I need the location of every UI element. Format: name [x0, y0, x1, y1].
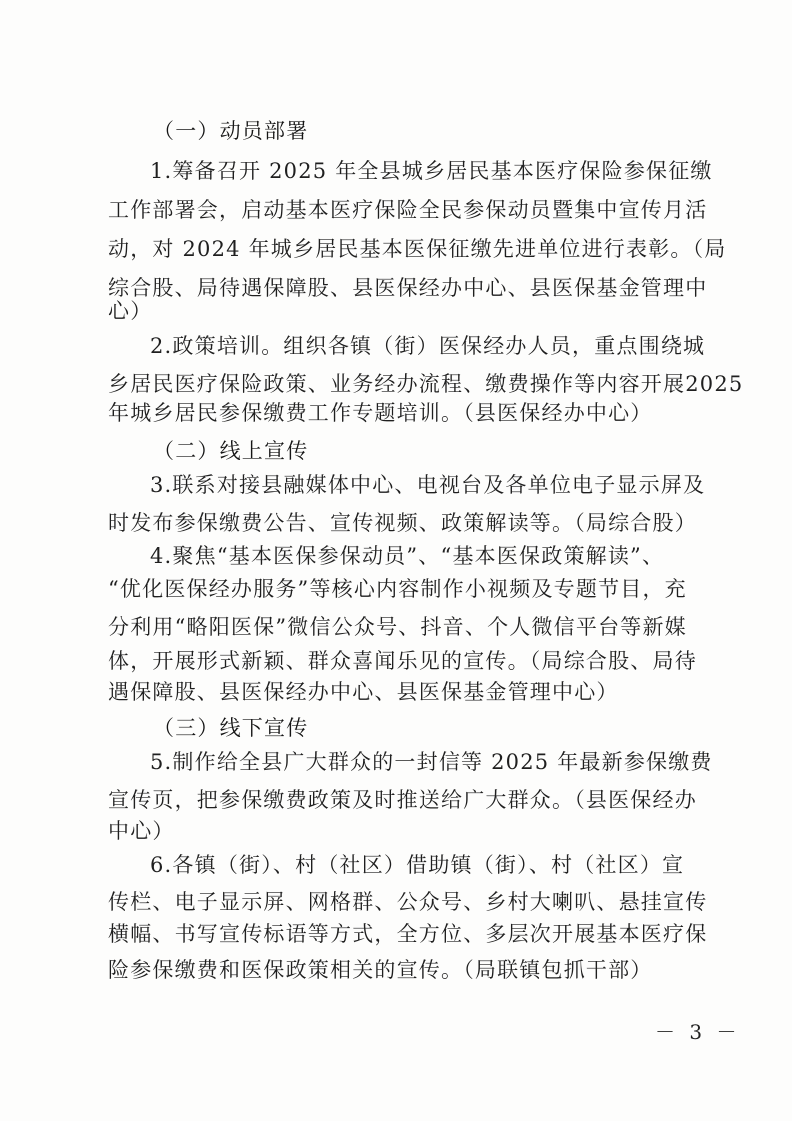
item-4-line-3: 分利用“略阳医保”微信公众号、抖音、个人微信平台等新媒: [108, 615, 687, 639]
item-4-line-4: 体，开展形式新颖、群众喜闻乐见的宣传。（局综合股、局待: [108, 649, 697, 673]
section-heading-offline: （三）线下宣传: [153, 716, 309, 740]
item-5-line-1: 5.制作给全县广大群众的一封信等 2025 年最新参保缴费: [150, 750, 713, 774]
item-3-line-1: 3.联系对接县融媒体中心、电视台及各单位电子显示屏及: [150, 473, 706, 497]
item-4-line-1: 4.聚焦“基本医保参保动员”、“基本医保政策解读”、: [150, 544, 665, 568]
item-5-line-2: 宣传页，把参保缴费政策及时推送给广大群众。（县医保经办: [108, 788, 697, 812]
item-3-line-2: 时发布参保缴费公告、宣传视频、政策解读等。（局综合股）: [108, 511, 697, 535]
item-1-line-2: 工作部署会，启动基本医疗保险全民参保动员暨集中宣传月活: [108, 198, 708, 222]
item-2-line-1: 2.政策培训。组织各镇（街）医保经办人员，重点围绕城: [150, 334, 706, 358]
item-4-line-2: “优化医保经办服务”等核心内容制作小视频及专题节目，充: [108, 577, 687, 601]
item-6-line-4: 险参保缴费和医保政策相关的宣传。（局联镇包抓干部）: [108, 958, 653, 982]
item-2-line-3: 年城乡居民参保缴费工作专题培训。（县医保经办中心）: [108, 401, 653, 425]
item-4-line-5: 遇保障股、县医保经办中心、县医保基金管理中心）: [108, 680, 619, 704]
item-1-line-3: 动，对 2024 年城乡居民基本医保征缴先进单位进行表彰。（局: [108, 237, 727, 261]
item-5-line-3: 中心）: [108, 819, 175, 843]
section-heading-mobilization: （一）动员部署: [153, 119, 309, 143]
item-1-line-5: 心）: [108, 299, 153, 323]
item-6-line-2: 传栏、电子显示屏、网格群、公众号、乡村大喇叭、悬挂宣传: [108, 890, 708, 914]
item-2-line-2: 乡居民医疗保险政策、业务经办流程、缴费操作等内容开展2025: [108, 372, 744, 396]
item-6-line-1: 6.各镇（街）、村（社区）借助镇（街）、村（社区）宣: [150, 853, 685, 877]
item-6-line-3: 横幅、书写宣传标语等方式，全方位、多层次开展基本医疗保: [108, 922, 708, 946]
section-heading-online: （二）线上宣传: [153, 439, 309, 463]
item-1-line-4: 综合股、局待遇保障股、县医保经办中心、县医保基金管理中: [108, 276, 708, 300]
page-number: － 3 －: [655, 1020, 741, 1044]
item-1-line-1: 1.筹备召开 2025 年全县城乡居民基本医疗保险参保征缴: [150, 159, 713, 183]
